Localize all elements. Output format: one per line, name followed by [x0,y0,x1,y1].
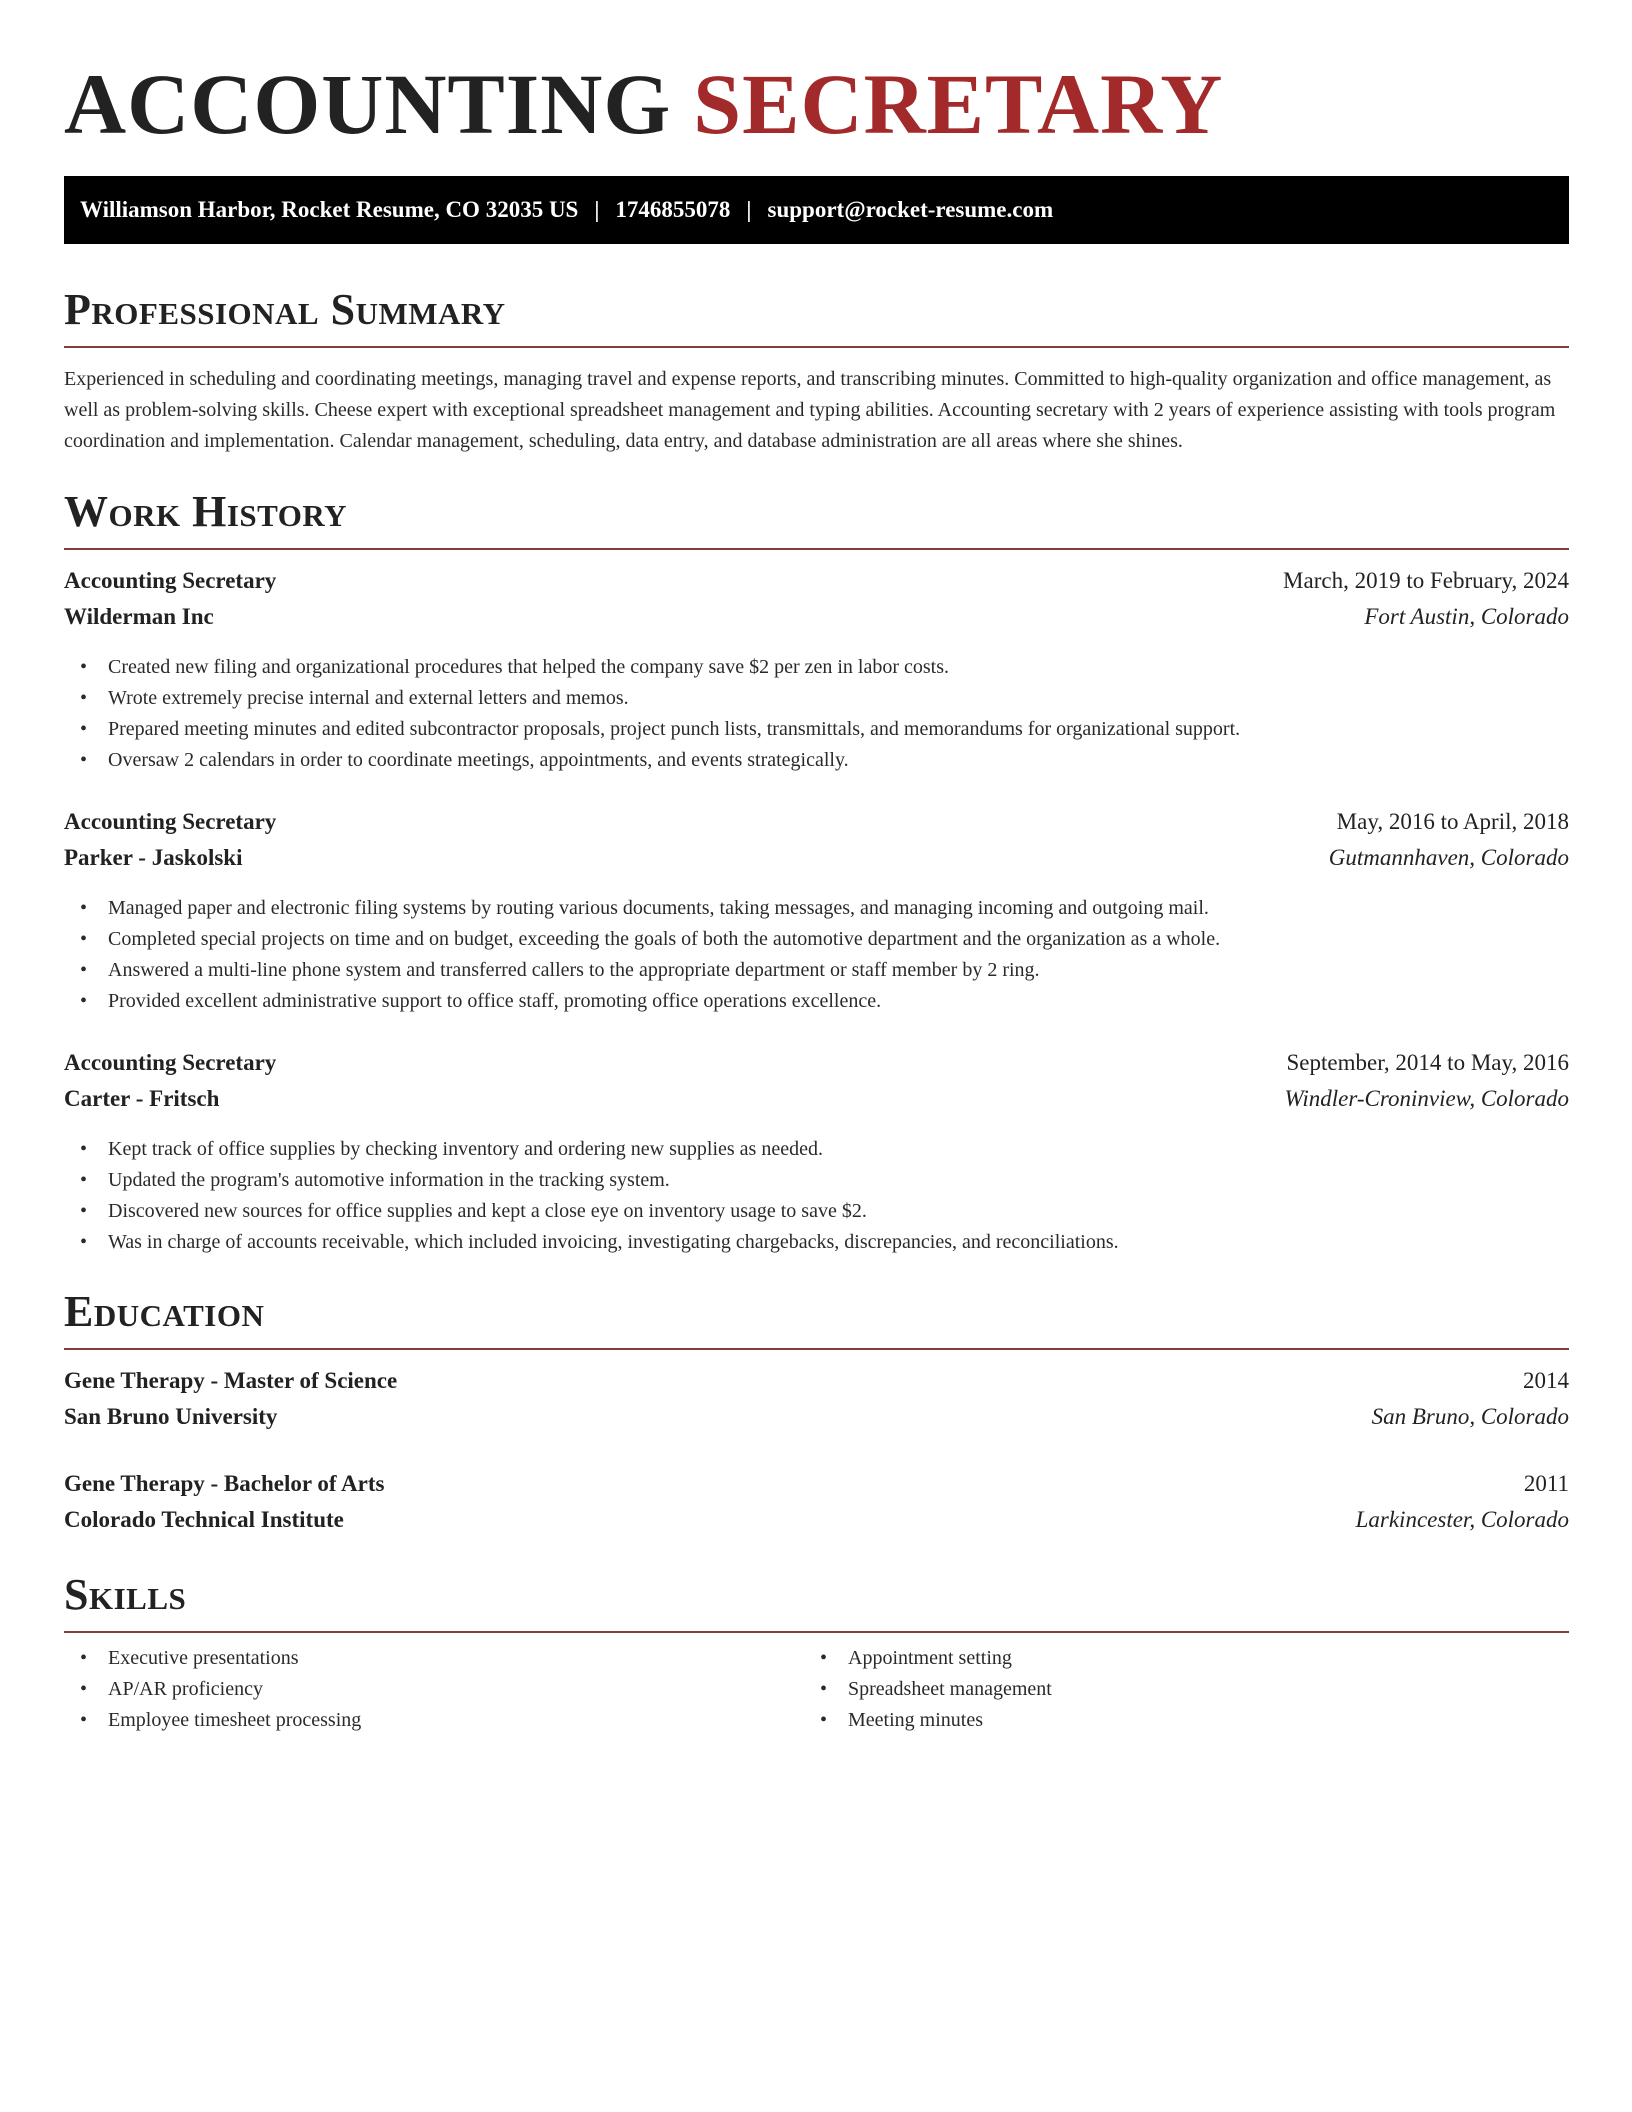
education-degree: Gene Therapy - Master of Science [64,1368,398,1393]
job-location: Windler-Croninview, Colorado [1284,1086,1569,1111]
contact-separator: | [594,197,600,222]
job-company: Carter - Fritsch [64,1086,220,1111]
education-school: San Bruno University [64,1404,278,1429]
job-role: Accounting Secretary [64,809,277,834]
section-divider [64,1631,1569,1633]
list-item: • Completed special projects on time and on budget, exceeding the goals of both the automotive department and the organization as a whole. [64,924,1569,955]
resume-title [64,54,1223,154]
list-item: • Appointment setting [804,1643,1544,1674]
summary-text: Experienced in scheduling and coordinating meetings, managing travel and expense reports, and transcribing minutes. Committed to high-quality organization and office management, as well as problem-solving skills. Cheese expert with exceptional spreadsheet management and typing abilities. Accounting secretary with 2 years of experience assisting with tools program coordination and implementation. Calendar management, scheduling, data entry, and database administration are all areas where she shines. [64,368,1556,452]
job-entry [64,568,1569,776]
title-second-word: SECRETARY [693,56,1224,152]
job-location: Fort Austin, Colorado [1364,604,1569,629]
job-bullets [64,893,1569,1017]
list-item: • Was in charge of accounts receivable, which included invoicing, investigating chargebacks, discrepancies, and reconciliations. [64,1227,1569,1258]
summary-section [64,282,1569,457]
contact-phone: 1746855078 [615,197,731,222]
skills-list-left [64,1643,804,1736]
education-year: 2014 [1523,1368,1569,1393]
job-role: Accounting Secretary [64,1050,277,1075]
work-history-heading: Work History [64,487,348,536]
list-item: • AP/AR proficiency [64,1674,804,1705]
summary-heading: Professional Summary [64,285,506,334]
list-item: • Meeting minutes [804,1705,1544,1736]
list-item: • Managed paper and electronic filing systems by routing various documents, taking messages, and managing incoming and outgoing mail. [64,893,1569,924]
education-entry [64,1471,1569,1543]
job-bullets [64,1134,1569,1258]
list-item: • Created new filing and organizational procedures that helped the company save $2 per zen in labor costs. [64,652,1569,683]
job-role: Accounting Secretary [64,568,277,593]
section-divider [64,1348,1569,1350]
list-item: • Kept track of office supplies by checking inventory and ordering new supplies as needed. [64,1134,1569,1165]
work-history-section [64,484,1569,1253]
contact-separator: | [746,197,752,222]
job-company: Wilderman Inc [64,604,214,629]
list-item: • Wrote extremely precise internal and external letters and memos. [64,683,1569,714]
job-location: Gutmannhaven, Colorado [1328,845,1569,870]
skills-columns [64,1643,1569,1736]
list-item: • Oversaw 2 calendars in order to coordinate meetings, appointments, and events strategically. [64,745,1569,776]
section-divider [64,346,1569,348]
job-dates: May, 2016 to April, 2018 [1336,809,1569,834]
contact-address: Williamson Harbor, Rocket Resume, CO 32035 US [80,197,579,222]
list-item: • Prepared meeting minutes and edited subcontractor proposals, project punch lists, transmittals, and memorandums for organizational support. [64,714,1569,745]
job-entry [64,809,1569,1017]
education-year: 2011 [1523,1471,1569,1496]
job-company: Parker - Jaskolski [64,845,243,870]
list-item: • Discovered new sources for office supplies and kept a close eye on inventory usage to save $2. [64,1196,1569,1227]
job-entry [64,1050,1569,1258]
education-entry [64,1368,1569,1440]
skills-heading: Skills [64,1570,187,1619]
education-location: Larkincester, Colorado [1355,1507,1569,1532]
education-degree: Gene Therapy - Bachelor of Arts [64,1471,385,1496]
list-item: • Executive presentations [64,1643,804,1674]
education-heading: Education [64,1287,265,1336]
list-item: • Updated the program's automotive information in the tracking system. [64,1165,1569,1196]
education-section [64,1284,1569,1532]
contact-email: support@rocket-resume.com [767,197,1054,222]
skills-list-right [804,1643,1544,1736]
job-bullets [64,652,1569,776]
contact-bar [64,176,1569,244]
section-divider [64,548,1569,550]
list-item: • Employee timesheet processing [64,1705,804,1736]
title-first-word: ACCOUNTING [64,56,672,152]
education-location: San Bruno, Colorado [1371,1404,1569,1429]
job-dates: September, 2014 to May, 2016 [1286,1050,1569,1075]
list-item: • Spreadsheet management [804,1674,1544,1705]
list-item: • Provided excellent administrative support to office staff, promoting office operations excellence. [64,986,1569,1017]
skills-section [64,1567,1569,1736]
list-item: • Answered a multi-line phone system and transferred callers to the appropriate department or staff member by 2 ring. [64,955,1569,986]
job-dates: March, 2019 to February, 2024 [1283,568,1569,593]
education-school: Colorado Technical Institute [64,1507,344,1532]
